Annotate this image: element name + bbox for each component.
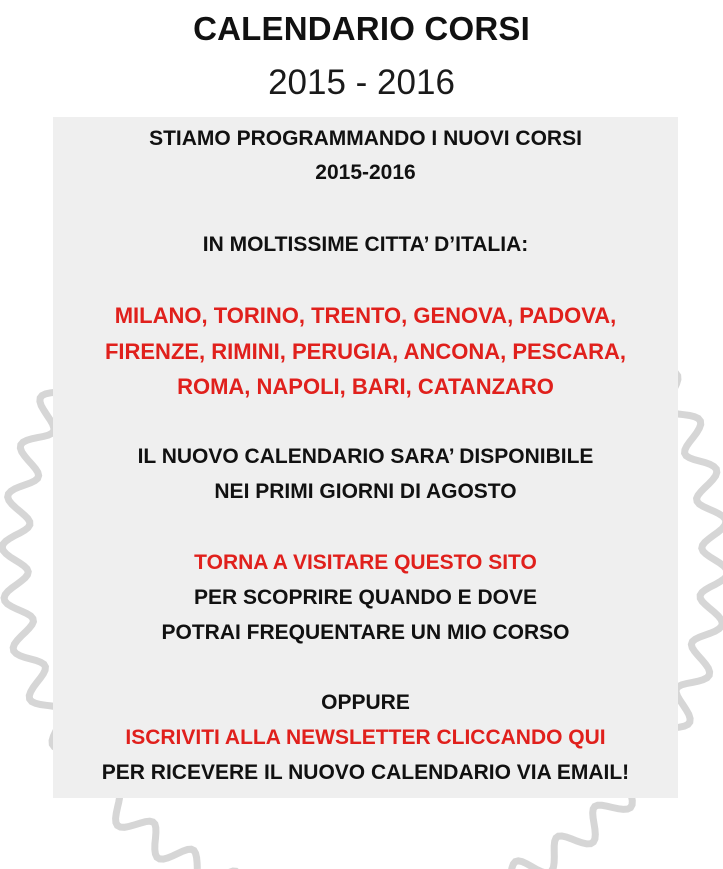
cities-intro: IN MOLTISSIME CITTA’ D’ITALIA: — [202, 233, 529, 256]
cities-line-2: FIRENZE, RIMINI, PERUGIA, ANCONA, PESCARA, — [104, 339, 627, 364]
intro-line-2: 2015-2016 — [315, 161, 416, 184]
or-label: OPPURE — [321, 691, 410, 714]
cities-line-1: MILANO, TORINO, TRENTO, GENOVA, PADOVA, — [114, 303, 617, 328]
revisit-line-3: POTRAI FREQUENTARE UN MIO CORSO — [161, 621, 570, 644]
announcement-panel — [53, 117, 678, 798]
revisit-highlight: TORNA A VISITARE QUESTO SITO — [194, 551, 537, 574]
page-subtitle-years: 2015 - 2016 — [268, 63, 455, 102]
availability-line-2: NEI PRIMI GIORNI DI AGOSTO — [214, 480, 517, 503]
cities-line-3: ROMA, NAPOLI, BARI, CATANZARO — [177, 374, 554, 399]
newsletter-signup-link[interactable]: ISCRIVITI ALLA NEWSLETTER CLICCANDO QUI — [125, 726, 606, 749]
newsletter-line-2: PER RICEVERE IL NUOVO CALENDARIO VIA EMAIL! — [101, 761, 630, 784]
revisit-line-2: PER SCOPRIRE QUANDO E DOVE — [193, 586, 538, 609]
availability-line-1: IL NUOVO CALENDARIO SARA’ DISPONIBILE — [137, 445, 594, 468]
intro-line-1: STIAMO PROGRAMMANDO I NUOVI CORSI — [149, 127, 582, 150]
page-title: CALENDARIO CORSI — [193, 10, 530, 47]
